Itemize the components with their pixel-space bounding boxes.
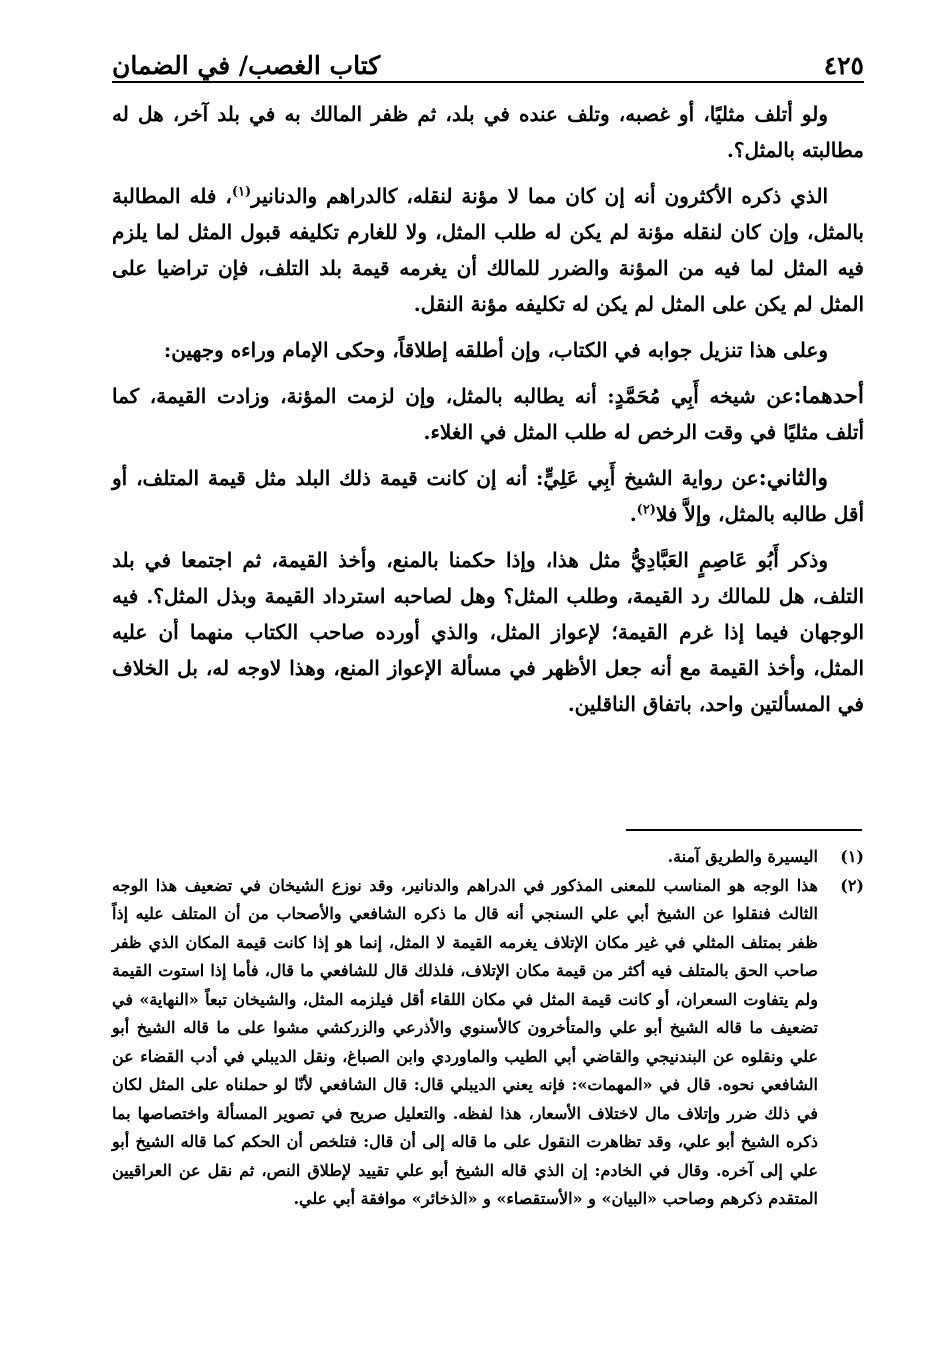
main-text: [112, 96, 864, 732]
paragraph-2-part-b: ، فله المطالبة بالمثل، وإن كان لنقله مؤنة لم يكن له طلب المثل، ولا للغارم تكليفه قبول المثل لما يلزم فيه المثل لما فيه من المؤنة والضرر للمالك أن يغرمه قيمة بلد التلف، فإن تراضيا على المثل لم يكن على المثل لم يكن له تكليفه مؤنة النقل.: [112, 184, 864, 316]
footnote-number: (٢): [840, 875, 864, 895]
footnote-rule: [626, 829, 862, 831]
paragraph-4: [112, 378, 864, 450]
paragraph-5-text: عن رواية الشيخ أَبِي عَلِيٍّ: أنه إن كانت قيمة ذلك البلد مثل قيمة المتلف، أو أقل طالبه بالمثل، وإلاَّ فلا: [112, 466, 864, 526]
paragraph-2-part-a: الذي ذكره الأكثرون أنه إن كان مما لا مؤنة لنقله، كالدراهم والدنانير: [251, 184, 828, 208]
paragraph-4-lead: أحدهما:: [793, 383, 864, 409]
footnote-text: هذا الوجه هو المناسب للمعنى المذكور في الدراهم والدنانير، وقد نوزع الشيخان في تضعيف هذا الوجه الثالث فنقلوا عن الشيخ أبي علي السنجي أنه قال ما ذكره الشافعي والأصحاب من أن المتلف عليه إذاً ظفر بمتلف المثلي في غير مكان الإتلاف يغرمه القيمة لا المثل، إنما هو إذا كانت قيمة المكان الذي ظفر صاحب الحق بالمتلف فيه أكثر من قيمة مكان الإتلاف، فلذلك قال للشافعي ما قال، فأما إذا استوت القيمة ولم يتفاوت السعران، أو كانت قيمة المثل في مكان اللقاء أقل فيلزمه المثل، والشيخان تبعاً «النهاية» في تضعيف ما قاله الشيخ أبو علي والمتأخرون كالأسنوي والأذرعي والزركشي مشوا على ما قاله الشيخ أبو علي ونقلوه عن البندنيجي والقاضي أبي الطيب والماوردي وابن الصباغ، ونقل الديبلي في أدب القضاء عن الشافعي نحوه. قال في «المهمات»: فإنه يعني الديبلي قال: قال الشافعي لأنّا لو حملناه على المثل لكان في ذلك ضرر وإتلاف مال لاختلاف الأسعار، هذا لفظه. والتعليل صريح في تصوير المسألة واختصاصها بما ذكره الشيخ أبو علي، وقد تظاهرت النقول على ما قاله إلى أن قال: فتلخص أن الحكم كما قاله الشيخ أبو علي إلى آخره. وقال في الخادم: إن الذي قاله الشيخ أبو علي تقييد لإطلاق النص، ثم نقل عن العراقيين المتقدم ذكرهم وصاحب «البيان» و «الأستقصاء» و «الذخائر» موافقة أبي علي.: [112, 875, 819, 1208]
footnotes: [112, 843, 864, 1214]
footnote-text: اليسيرة والطريق آمنة.: [667, 847, 818, 866]
page-number: ٤٢٥: [823, 51, 864, 80]
footnote-1: [112, 843, 864, 872]
footnote-number: (١): [840, 847, 864, 866]
paragraph-2: [112, 178, 864, 322]
header-rule: [112, 81, 864, 83]
paragraph-5: [112, 460, 864, 532]
paragraph-5-end: .: [629, 502, 637, 526]
paragraph-5-lead: والثاني:: [758, 465, 828, 491]
footnote-mark-2: (٢): [636, 502, 656, 518]
paragraph-1: ولو أتلف مثليًا، أو غصبه، وتلف عنده في بلد، ثم ظفر المالك به في بلد آخر، هل له مطالبته بالمثل؟.: [112, 102, 864, 162]
footnote-2: [112, 872, 864, 1214]
paragraph-4-text: عن شيخه أَبِي مُحَمَّدٍ: أنه يطالبه بالمثل، وإن لزمت المؤنة، وزادت القيمة، كما أتلف مثليًا في وقت الرخص له طلب المثل في الغلاء.: [112, 384, 864, 444]
paragraph-6: وذكر أَبُو عَاصِمٍ العَبَّادِيُّ مثل هذا، وإذا حكمنا بالمنع، وأخذ القيمة، ثم اجتمعا في بلد التلف، هل للمالك رد القيمة، وطلب المثل؟ وهل لصاحبه استرداد القيمة وبذل المثل؟. فيه الوجهان فيما إذا غرم القيمة؛ لإعواز المثل، والذي أورده صاحب الكتاب منهما أن عليه المثل، وأخذ القيمة مع أنه جعل الأظهر في مسألة الإعواز المنع، وهذا لاوجه له، بل الخلاف في المسألتين واحد، باتفاق الناقلين.: [112, 548, 864, 716]
running-title: كتاب الغصب/ في الضمان: [112, 51, 381, 80]
footnote-mark-1: (١): [231, 184, 252, 200]
page-header: [112, 30, 864, 80]
paragraph-3: وعلى هذا تنزيل جوابه في الكتاب، وإن أطلقه إطلاقاً، وحكى الإمام وراءه وجهين:: [163, 338, 828, 362]
